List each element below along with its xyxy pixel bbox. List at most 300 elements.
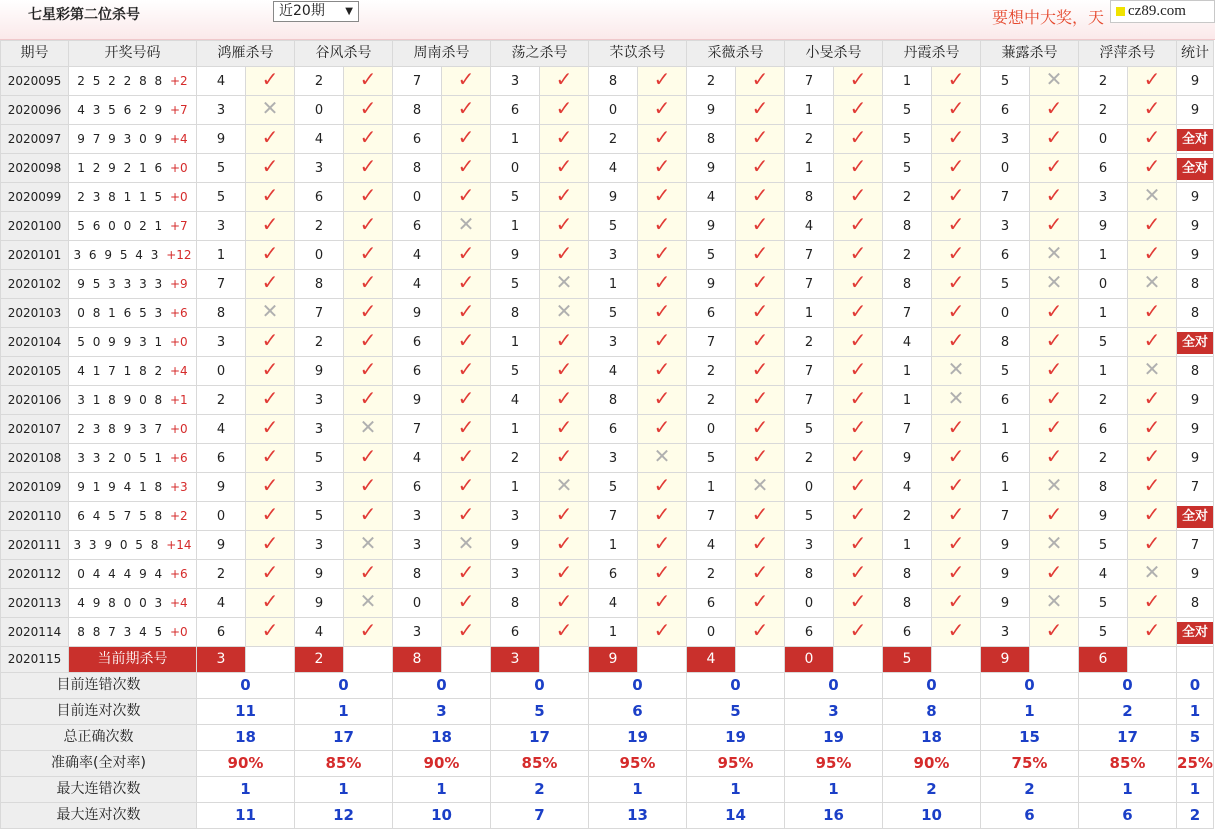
- correct-mark-cell: [638, 241, 687, 270]
- stat-cell: [1177, 502, 1214, 531]
- check-icon: ✓: [653, 531, 671, 555]
- header-expert-2: 谷风杀号: [295, 41, 393, 67]
- check-icon: ✓: [261, 473, 279, 497]
- wrong-mark-cell: [638, 444, 687, 473]
- kill-number-cell: 4: [491, 386, 540, 415]
- period-cell: 2020111: [1, 531, 69, 560]
- check-icon: ✓: [261, 444, 279, 468]
- table-header-row: [1, 41, 1214, 67]
- kill-number-cell: 1: [785, 96, 834, 125]
- draw-extra: +0: [170, 334, 188, 349]
- correct-mark-cell: [246, 67, 295, 96]
- kill-number-cell: 5: [295, 444, 344, 473]
- correct-mark-cell: [540, 212, 589, 241]
- summary-value: 95%: [589, 751, 687, 777]
- correct-mark-cell: [932, 212, 981, 241]
- draw-numbers: 4 1 7 1 8 2: [77, 363, 165, 378]
- check-icon: ✓: [1045, 125, 1063, 149]
- check-icon: ✓: [1143, 96, 1161, 120]
- current-kill-number: 3: [491, 647, 540, 673]
- check-icon: ✓: [555, 328, 573, 352]
- kill-number-cell: 8: [883, 560, 932, 589]
- current-kill-number: 8: [393, 647, 442, 673]
- draw-extra: +0: [170, 421, 188, 436]
- summary-value: 0: [197, 673, 295, 699]
- check-icon: ✓: [359, 154, 377, 178]
- site-logo[interactable]: [1110, 0, 1215, 23]
- logo-square-icon: [1116, 7, 1125, 16]
- kill-number-cell: 8: [393, 96, 442, 125]
- kill-number-cell: 3: [197, 96, 246, 125]
- period-cell: 2020107: [1, 415, 69, 444]
- correct-mark-cell: [246, 154, 295, 183]
- check-icon: ✓: [849, 444, 867, 468]
- check-icon: ✓: [849, 531, 867, 555]
- kill-number-cell: 3: [589, 328, 638, 357]
- correct-mark-cell: [540, 183, 589, 212]
- check-icon: ✓: [751, 125, 769, 149]
- period-cell: 2020109: [1, 473, 69, 502]
- kill-number-cell: 4: [197, 67, 246, 96]
- kill-number-cell: 6: [981, 96, 1030, 125]
- kill-number-cell: 7: [785, 357, 834, 386]
- summary-value: 18: [883, 725, 981, 751]
- correct-mark-cell: [736, 618, 785, 647]
- kill-number-cell: 3: [393, 618, 442, 647]
- correct-mark-cell: [246, 212, 295, 241]
- summary-value: 90%: [197, 751, 295, 777]
- kill-number-cell: 0: [197, 502, 246, 531]
- kill-number-cell: 3: [393, 531, 442, 560]
- correct-mark-cell: [442, 328, 491, 357]
- kill-number-cell: 3: [1079, 183, 1128, 212]
- kill-number-cell: 6: [393, 212, 442, 241]
- kill-number-cell: 1: [883, 531, 932, 560]
- check-icon: ✓: [359, 212, 377, 236]
- draw-numbers: 6 4 5 7 5 8: [77, 508, 165, 523]
- kill-number-cell: 1: [197, 241, 246, 270]
- stat-cell: [1177, 328, 1214, 357]
- check-icon: ✓: [555, 241, 573, 265]
- correct-mark-cell: [540, 154, 589, 183]
- correct-mark-cell: [1030, 444, 1079, 473]
- correct-mark-cell: [344, 96, 393, 125]
- correct-mark-cell: [932, 328, 981, 357]
- kill-number-cell: 4: [393, 444, 442, 473]
- cross-icon: ✕: [457, 531, 475, 555]
- check-icon: ✓: [555, 125, 573, 149]
- kill-number-cell: 5: [883, 125, 932, 154]
- wrong-mark-cell: [1030, 473, 1079, 502]
- correct-mark-cell: [736, 328, 785, 357]
- kill-number-cell: 9: [295, 357, 344, 386]
- draw-extra: +6: [170, 566, 188, 581]
- kill-number-cell: 4: [883, 328, 932, 357]
- summary-label: 总正确次数: [1, 725, 197, 751]
- kill-number-cell: 4: [1079, 560, 1128, 589]
- top-bar: [0, 0, 1215, 40]
- kill-number-cell: 5: [1079, 618, 1128, 647]
- stat-cell: 9: [1177, 212, 1214, 241]
- check-icon: ✓: [359, 67, 377, 91]
- kill-number-cell: 3: [491, 67, 540, 96]
- kill-number-cell: 7: [393, 415, 442, 444]
- kill-number-cell: 3: [589, 444, 638, 473]
- draw-numbers-cell: [69, 183, 197, 212]
- kill-number-cell: 1: [687, 473, 736, 502]
- check-icon: ✓: [849, 270, 867, 294]
- draw-extra: +1: [170, 392, 188, 407]
- summary-value: 11: [197, 699, 295, 725]
- correct-mark-cell: [1128, 473, 1177, 502]
- header-expert-1: 鸿雁杀号: [197, 41, 295, 67]
- check-icon: ✓: [653, 589, 671, 613]
- cross-icon: ✕: [1045, 473, 1063, 497]
- correct-mark-cell: [932, 125, 981, 154]
- draw-extra: +2: [170, 73, 188, 88]
- table-row: [1, 212, 1214, 241]
- current-kill-number: 9: [589, 647, 638, 673]
- correct-mark-cell: [344, 299, 393, 328]
- check-icon: ✓: [653, 270, 671, 294]
- correct-mark-cell: [1128, 67, 1177, 96]
- kill-number-cell: 0: [981, 154, 1030, 183]
- wrong-mark-cell: [246, 96, 295, 125]
- check-icon: ✓: [947, 473, 965, 497]
- check-icon: ✓: [751, 560, 769, 584]
- current-blank-cell: [1128, 647, 1177, 673]
- correct-mark-cell: [1030, 357, 1079, 386]
- correct-mark-cell: [736, 154, 785, 183]
- kill-number-cell: 3: [981, 212, 1030, 241]
- kill-number-cell: 2: [785, 444, 834, 473]
- summary-value: 14: [687, 803, 785, 829]
- check-icon: ✓: [457, 154, 475, 178]
- correct-mark-cell: [932, 589, 981, 618]
- check-icon: ✓: [261, 502, 279, 526]
- check-icon: ✓: [751, 241, 769, 265]
- kill-number-cell: 5: [883, 96, 932, 125]
- draw-extra: +7: [170, 218, 188, 233]
- kill-number-cell: 6: [393, 473, 442, 502]
- draw-numbers: 3 3 2 0 5 1: [77, 450, 165, 465]
- header-expert-4: 荡之杀号: [491, 41, 589, 67]
- kill-number-cell: 5: [785, 415, 834, 444]
- kill-number-cell: 2: [197, 386, 246, 415]
- correct-mark-cell: [442, 444, 491, 473]
- header-expert-7: 小旻杀号: [785, 41, 883, 67]
- check-icon: ✓: [751, 618, 769, 642]
- kill-number-cell: 9: [981, 560, 1030, 589]
- correct-mark-cell: [834, 183, 883, 212]
- check-icon: ✓: [261, 154, 279, 178]
- kill-number-cell: 6: [1079, 154, 1128, 183]
- current-blank-cell: [1030, 647, 1079, 673]
- correct-mark-cell: [736, 531, 785, 560]
- kill-number-cell: 3: [785, 531, 834, 560]
- kill-number-cell: 1: [785, 299, 834, 328]
- check-icon: ✓: [849, 328, 867, 352]
- summary-value: 85%: [1079, 751, 1177, 777]
- correct-mark-cell: [540, 67, 589, 96]
- kill-number-cell: 4: [393, 241, 442, 270]
- correct-mark-cell: [1030, 502, 1079, 531]
- check-icon: ✓: [1045, 183, 1063, 207]
- correct-mark-cell: [638, 212, 687, 241]
- kill-number-cell: 3: [197, 212, 246, 241]
- draw-numbers-cell: [69, 357, 197, 386]
- check-icon: ✓: [457, 502, 475, 526]
- correct-mark-cell: [1128, 502, 1177, 531]
- correct-mark-cell: [834, 212, 883, 241]
- correct-mark-cell: [540, 560, 589, 589]
- kill-number-cell: 5: [491, 183, 540, 212]
- correct-mark-cell: [540, 386, 589, 415]
- check-icon: ✓: [653, 241, 671, 265]
- cross-icon: ✕: [359, 531, 377, 555]
- kill-number-cell: 5: [197, 183, 246, 212]
- correct-mark-cell: [834, 96, 883, 125]
- table-row: [1, 96, 1214, 125]
- correct-mark-cell: [246, 502, 295, 531]
- correct-mark-cell: [638, 473, 687, 502]
- correct-mark-cell: [932, 531, 981, 560]
- current-kill-number: 0: [785, 647, 834, 673]
- stat-cell: 8: [1177, 589, 1214, 618]
- check-icon: ✓: [555, 96, 573, 120]
- kill-number-cell: 5: [981, 270, 1030, 299]
- summary-value: 5: [687, 699, 785, 725]
- all-correct-badge: 全对: [1177, 129, 1213, 151]
- kill-number-cell: 9: [491, 241, 540, 270]
- kill-number-cell: 6: [589, 560, 638, 589]
- kill-number-cell: 6: [393, 357, 442, 386]
- kill-number-cell: 6: [491, 618, 540, 647]
- wrong-mark-cell: [442, 531, 491, 560]
- summary-value: 1: [295, 699, 393, 725]
- check-icon: ✓: [947, 560, 965, 584]
- kill-number-cell: 8: [687, 125, 736, 154]
- kill-number-cell: 5: [981, 67, 1030, 96]
- kill-number-cell: 8: [883, 212, 932, 241]
- correct-mark-cell: [1128, 618, 1177, 647]
- check-icon: ✓: [261, 270, 279, 294]
- table-row: [1, 270, 1214, 299]
- check-icon: ✓: [555, 386, 573, 410]
- correct-mark-cell: [246, 183, 295, 212]
- kill-number-cell: 3: [589, 241, 638, 270]
- summary-value: 3: [393, 699, 491, 725]
- summary-value: 0: [883, 673, 981, 699]
- kill-number-cell: 3: [295, 154, 344, 183]
- correct-mark-cell: [638, 125, 687, 154]
- correct-mark-cell: [834, 270, 883, 299]
- period-select-value: 近20期: [279, 3, 325, 19]
- correct-mark-cell: [638, 560, 687, 589]
- period-cell: 2020103: [1, 299, 69, 328]
- check-icon: ✓: [457, 241, 475, 265]
- page-title: 七星彩第二位杀号: [28, 7, 140, 23]
- current-kill-label: 当前期杀号: [69, 647, 197, 673]
- correct-mark-cell: [932, 444, 981, 473]
- wrong-mark-cell: [344, 589, 393, 618]
- kill-number-cell: 9: [687, 154, 736, 183]
- kill-number-cell: 5: [295, 502, 344, 531]
- summary-value: 85%: [295, 751, 393, 777]
- check-icon: ✓: [261, 67, 279, 91]
- correct-mark-cell: [442, 357, 491, 386]
- correct-mark-cell: [344, 270, 393, 299]
- kill-number-cell: 3: [491, 502, 540, 531]
- correct-mark-cell: [540, 531, 589, 560]
- correct-mark-cell: [638, 357, 687, 386]
- check-icon: ✓: [653, 299, 671, 323]
- wrong-mark-cell: [344, 531, 393, 560]
- current-kill-number: 4: [687, 647, 736, 673]
- draw-numbers: 9 5 3 3 3 3: [77, 276, 165, 291]
- check-icon: ✓: [849, 618, 867, 642]
- kill-number-cell: 6: [197, 444, 246, 473]
- current-kill-number: 6: [1079, 647, 1128, 673]
- summary-value: 1: [1177, 777, 1214, 803]
- check-icon: ✓: [751, 299, 769, 323]
- kill-number-cell: 8: [883, 270, 932, 299]
- correct-mark-cell: [932, 154, 981, 183]
- check-icon: ✓: [1143, 154, 1161, 178]
- draw-numbers-cell: [69, 154, 197, 183]
- correct-mark-cell: [344, 212, 393, 241]
- draw-numbers: 3 1 8 9 0 8: [77, 392, 165, 407]
- check-icon: ✓: [457, 473, 475, 497]
- check-icon: ✓: [1143, 241, 1161, 265]
- draw-numbers-cell: [69, 415, 197, 444]
- kill-number-cell: 8: [589, 67, 638, 96]
- cross-icon: ✕: [359, 589, 377, 613]
- correct-mark-cell: [638, 183, 687, 212]
- current-blank-cell: [932, 647, 981, 673]
- kill-number-cell: 5: [589, 299, 638, 328]
- correct-mark-cell: [1128, 415, 1177, 444]
- draw-extra: +0: [170, 189, 188, 204]
- cross-icon: ✕: [457, 212, 475, 236]
- check-icon: ✓: [849, 357, 867, 381]
- wrong-mark-cell: [1128, 357, 1177, 386]
- check-icon: ✓: [653, 415, 671, 439]
- kill-number-cell: 5: [1079, 328, 1128, 357]
- check-icon: ✓: [359, 241, 377, 265]
- draw-numbers: 0 4 4 4 9 4: [77, 566, 165, 581]
- kill-number-cell: 9: [393, 386, 442, 415]
- correct-mark-cell: [834, 328, 883, 357]
- wrong-mark-cell: [736, 473, 785, 502]
- kill-number-cell: 8: [785, 560, 834, 589]
- check-icon: ✓: [457, 96, 475, 120]
- correct-mark-cell: [246, 444, 295, 473]
- kill-number-cell: 7: [589, 502, 638, 531]
- summary-value: 1: [393, 777, 491, 803]
- check-icon: ✓: [261, 212, 279, 236]
- cross-icon: ✕: [1143, 183, 1161, 207]
- check-icon: ✓: [1045, 96, 1063, 120]
- wrong-mark-cell: [1030, 589, 1079, 618]
- cross-icon: ✕: [751, 473, 769, 497]
- kill-number-cell: 4: [687, 531, 736, 560]
- kill-number-cell: 4: [687, 183, 736, 212]
- kill-number-cell: 2: [295, 212, 344, 241]
- correct-mark-cell: [932, 241, 981, 270]
- correct-mark-cell: [344, 183, 393, 212]
- kill-number-cell: 8: [197, 299, 246, 328]
- correct-mark-cell: [442, 299, 491, 328]
- kill-number-cell: 4: [197, 415, 246, 444]
- kill-number-cell: 6: [1079, 415, 1128, 444]
- cross-icon: ✕: [1045, 531, 1063, 555]
- check-icon: ✓: [849, 473, 867, 497]
- check-icon: ✓: [457, 560, 475, 584]
- correct-mark-cell: [540, 125, 589, 154]
- kill-number-cell: 5: [687, 241, 736, 270]
- summary-value: 0: [981, 673, 1079, 699]
- stat-cell: 9: [1177, 183, 1214, 212]
- kill-number-cell: 2: [687, 560, 736, 589]
- correct-mark-cell: [736, 386, 785, 415]
- kill-number-cell: 5: [1079, 589, 1128, 618]
- draw-numbers-cell: [69, 386, 197, 415]
- correct-mark-cell: [442, 125, 491, 154]
- period-cell: 2020106: [1, 386, 69, 415]
- wrong-mark-cell: [932, 357, 981, 386]
- check-icon: ✓: [1143, 67, 1161, 91]
- period-cell: 2020096: [1, 96, 69, 125]
- summary-value: 12: [295, 803, 393, 829]
- check-icon: ✓: [555, 212, 573, 236]
- summary-value: 10: [393, 803, 491, 829]
- correct-mark-cell: [638, 154, 687, 183]
- draw-numbers-cell: [69, 444, 197, 473]
- cross-icon: ✕: [653, 444, 671, 468]
- correct-mark-cell: [736, 357, 785, 386]
- check-icon: ✓: [947, 328, 965, 352]
- header-expert-5: 芣苡杀号: [589, 41, 687, 67]
- check-icon: ✓: [1143, 328, 1161, 352]
- check-icon: ✓: [947, 241, 965, 265]
- header-expert-9: 蒹露杀号: [981, 41, 1079, 67]
- kill-number-cell: 0: [1079, 125, 1128, 154]
- current-blank-cell: [638, 647, 687, 673]
- kill-number-cell: 8: [1079, 473, 1128, 502]
- correct-mark-cell: [344, 125, 393, 154]
- draw-numbers-cell: [69, 125, 197, 154]
- period-select[interactable]: [273, 1, 359, 22]
- summary-value: 6: [589, 699, 687, 725]
- check-icon: ✓: [555, 183, 573, 207]
- kill-number-cell: 9: [687, 270, 736, 299]
- correct-mark-cell: [1128, 212, 1177, 241]
- correct-mark-cell: [442, 154, 491, 183]
- correct-mark-cell: [932, 96, 981, 125]
- correct-mark-cell: [344, 473, 393, 502]
- correct-mark-cell: [1128, 386, 1177, 415]
- all-correct-badge: 全对: [1177, 622, 1213, 644]
- summary-value: 6: [1079, 803, 1177, 829]
- correct-mark-cell: [736, 96, 785, 125]
- correct-mark-cell: [638, 299, 687, 328]
- kill-number-cell: 0: [491, 154, 540, 183]
- kill-number-cell: 1: [491, 212, 540, 241]
- promo-text[interactable]: 要想中大奖，天: [992, 8, 1105, 27]
- kill-number-cell: 9: [981, 589, 1030, 618]
- table-row: [1, 328, 1214, 357]
